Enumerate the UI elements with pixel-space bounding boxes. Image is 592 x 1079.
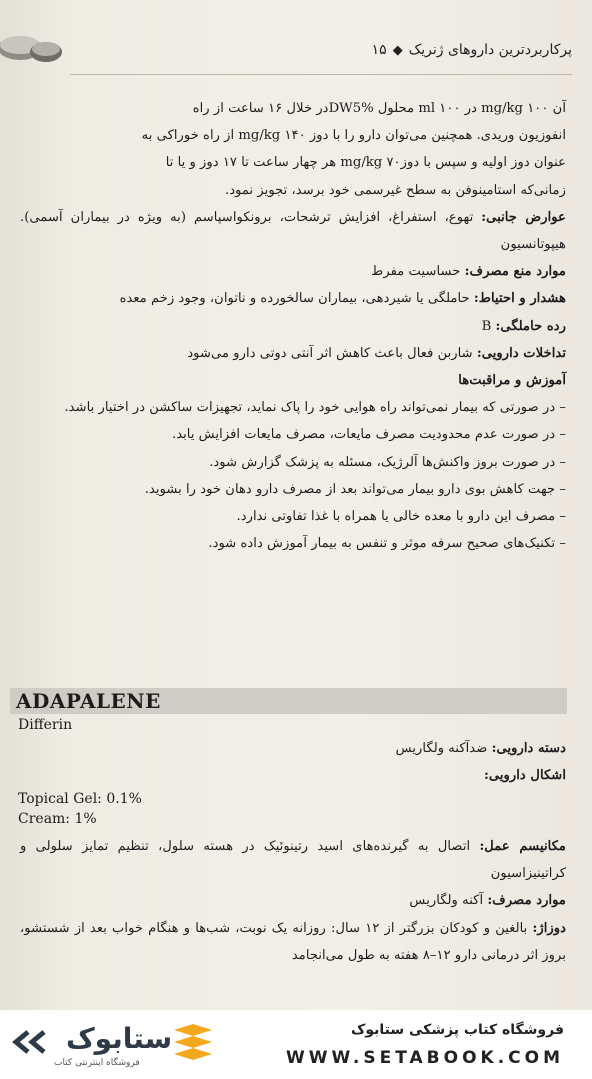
drug-forms-list (18, 789, 142, 829)
body-line: انفوزیون وریدی. همچنین می‌توان دارو را با دوز ۱۴۰ mg/kg از راه خوراکی به (141, 128, 566, 144)
store-footer-banner (0, 1010, 592, 1079)
side-effects-label: عوارض جانبی: (481, 209, 566, 225)
page-number: ۱۵ (371, 42, 387, 58)
mechanism-text: اتصال به گیرنده‌های اسید رتینوئیک در هسته سلول، تنظیم تمایز سلولی و کراتینیزاسیون (20, 839, 566, 882)
warnings-paragraph (20, 285, 566, 312)
drug-class-text: ضدآکنه ولگاریس (395, 741, 492, 756)
dosage-label: دوزاژ: (532, 920, 566, 936)
interactions-label: تداخلات دارویی: (476, 345, 566, 361)
page-header (0, 30, 592, 80)
education-item: – در صورتی که بیمار نمی‌تواند راه هوایی خود را پاک نماید، تجهیزات ساکشن در اختیار باشد. (64, 400, 566, 416)
pregnancy-text: B (481, 318, 496, 334)
shop-name: فروشگاه کتاب پزشکی ستابوک (351, 1022, 564, 1038)
drug-name: ADAPALENE (16, 689, 161, 713)
dosage-paragraph (20, 915, 566, 969)
side-effects-paragraph (20, 204, 566, 258)
education-item: – مصرف این دارو با معده خالی یا همراه با غذا تفاوتی ندارد. (236, 509, 566, 525)
indication-paragraph (20, 887, 566, 914)
drug-brand: Differin (18, 717, 73, 733)
logo-tagline: فروشگاه اینترنتی کتاب (54, 1058, 140, 1068)
interactions-paragraph (20, 340, 566, 367)
body-line: زمانی‌که استامینوفن به سطح غیرسمی خود برسد، تجویز نمود. (225, 182, 566, 198)
contraindications-text: حساسیت مفرط (371, 264, 465, 280)
education-item: – تکنیک‌های صحیح سرفه موثر و تنفس به بیمار آموزش داده شود. (208, 536, 566, 552)
drug-class-label: دسته دارویی: (491, 741, 566, 756)
warnings-label: هشدار و احتیاط: (473, 291, 566, 307)
pregnancy-paragraph (20, 313, 566, 340)
drug-forms-heading: اشکال دارویی: (484, 768, 566, 784)
warnings-text: حاملگی یا شیردهی، بیماران سالخورده و ناتوان، وجود زخم معده (119, 291, 474, 307)
drug-form-item: Topical Gel: 0.1% (18, 791, 142, 807)
book-title: پرکاربردترین داروهای ژنریک (408, 42, 572, 58)
drug-form-item: Cream: 1% (18, 811, 97, 827)
double-chevron-icon (10, 1028, 50, 1056)
drug-details-block (20, 833, 566, 969)
diamond-icon: ◆ (392, 43, 403, 58)
mechanism-paragraph (20, 833, 566, 887)
education-item: – جهت کاهش بوی دارو بیمار می‌تواند بعد از مصرف دارو دهان خود را بشوید. (144, 481, 566, 497)
side-effects-text: تهوع، استفراغ، افزایش ترشحات، برونکواسپاسم (به ویژه در بیماران آسمی). هیپوتانسیون (20, 209, 566, 253)
indication-label: موارد مصرف: (487, 893, 566, 909)
dosage-text: بالغین و کودکان بزرگتر از ۱۲ سال: روزانه یک نوبت، شب‌ها و هنگام خواب بعد از شستشو، بروز اثر درمانی دارو ۱۲–۸ هفته به طول می‌انجامد (20, 920, 566, 963)
pregnancy-label: رده حاملگی: (495, 318, 566, 334)
store-logo[interactable] (10, 1018, 220, 1072)
mechanism-label: مکانیسم عمل: (479, 839, 566, 854)
logo-wordmark: ستابوک (66, 1022, 173, 1055)
education-item: – در صورت بروز واکنش‌ها آلرژیک، مسئله به پزشک گزارش شود. (209, 454, 566, 470)
drug-class-block (20, 735, 566, 789)
book-stack-icon (170, 1022, 216, 1066)
education-heading: آموزش و مراقبت‌ها (458, 373, 566, 389)
pill-illustration-icon (0, 30, 62, 64)
shop-url-link[interactable]: WWW.SETABOOK.COM (286, 1048, 564, 1068)
contraindications-label: موارد منع مصرف: (464, 264, 566, 280)
drug-class-paragraph (20, 735, 566, 762)
education-item: – در صورت عدم محدودیت مصرف مایعات، مصرف مایعات افزایش یابد. (172, 427, 566, 443)
interactions-text: شاربن فعال باعث کاهش اثر آنتی دوتی دارو می‌شود (187, 345, 477, 361)
indication-text: آکنه ولگاریس (409, 893, 488, 909)
contraindications-paragraph (20, 258, 566, 285)
body-line: عنوان دوز اولیه و سپس با دوز۷۰ mg/kg هر چهار ساعت تا ۱۷ دوز و یا تا (165, 155, 566, 171)
previous-entry-body (20, 95, 566, 557)
body-line: آن ۱۰۰ mg/kg در ۱۰۰ ml محلول DW5%در خلال ۱۶ ساعت از راه (192, 101, 566, 116)
running-head (372, 42, 572, 58)
header-divider (70, 74, 572, 75)
